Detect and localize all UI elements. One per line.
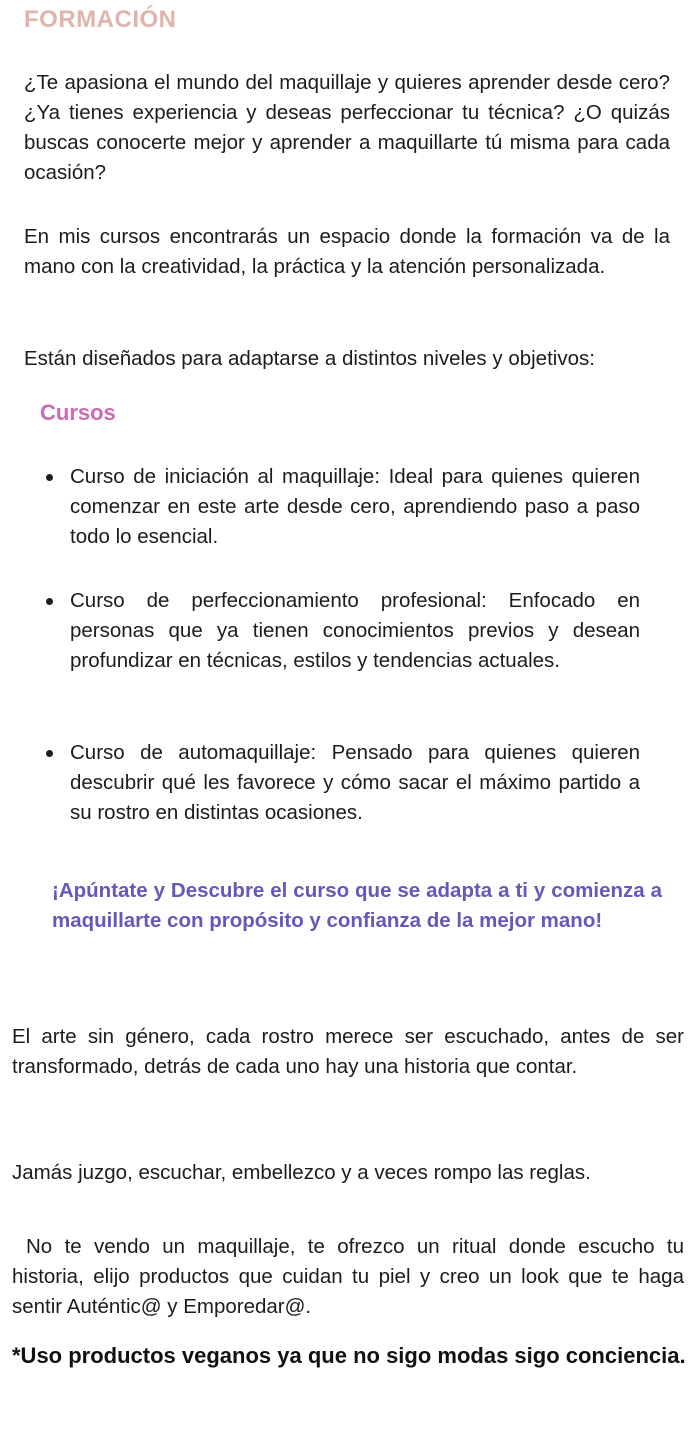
page-title: FORMACIÓN <box>24 6 177 33</box>
course-text: Curso de iniciación al maquillaje: Ideal para quienes quieren comenzar en este arte desde cero, aprendiendo paso a paso todo lo esencial. <box>70 465 640 548</box>
philosophy-paragraph-judge: Jamás juzgo, escuchar, embellezco y a veces rompo las reglas. <box>12 1161 591 1184</box>
course-item-iniciacion <box>46 462 640 552</box>
course-text: Curso de automaquillaje: Pensado para quienes quieren descubrir qué les favorece y cómo sacar el máximo partido a su rostro en distintas ocasiones. <box>70 741 640 824</box>
intro-paragraph-courses: En mis cursos encontrarás un espacio donde la formación va de la mano con la creatividad, la práctica y la atención personalizada. <box>24 225 670 278</box>
call-to-action: ¡Apúntate y Descubre el curso que se adapta a ti y comienza a maquillarte con propósito y confianza de la mejor mano! <box>52 879 662 932</box>
course-item-perfeccionamiento <box>46 586 640 676</box>
course-item-automaquillaje <box>46 738 640 828</box>
philosophy-paragraph-art: El arte sin género, cada rostro merece ser escuchado, antes de ser transformado, detrás de cada uno hay una historia que contar. <box>12 1025 684 1078</box>
intro-paragraph-levels: Están diseñados para adaptarse a distintos niveles y objetivos: <box>24 347 595 370</box>
vegan-products-note: *Uso productos veganos ya que no sigo modas sigo conciencia. <box>12 1343 686 1368</box>
intro-paragraph-questions: ¿Te apasiona el mundo del maquillaje y quieres aprender desde cero? ¿Ya tienes experiencia y deseas perfeccionar tu técnica? ¿O quizás buscas conocerte mejor y aprender a maquillarte tú misma para cada ocasión? <box>24 71 670 184</box>
course-text: Curso de perfeccionamiento profesional: Enfocado en personas que ya tienen conocimientos previos y desean profundizar en técnicas, estilos y tendencias actuales. <box>70 589 640 672</box>
bullet-icon <box>46 598 53 605</box>
courses-heading: Cursos <box>40 400 116 425</box>
philosophy-paragraph-ritual: No te vendo un maquillaje, te ofrezco un ritual donde escucho tu historia, elijo productos que cuidan tu piel y creo un look que te haga sentir Auténtic@ y Emporedar@. <box>12 1235 684 1318</box>
bullet-icon <box>46 750 53 757</box>
bullet-icon <box>46 474 53 481</box>
